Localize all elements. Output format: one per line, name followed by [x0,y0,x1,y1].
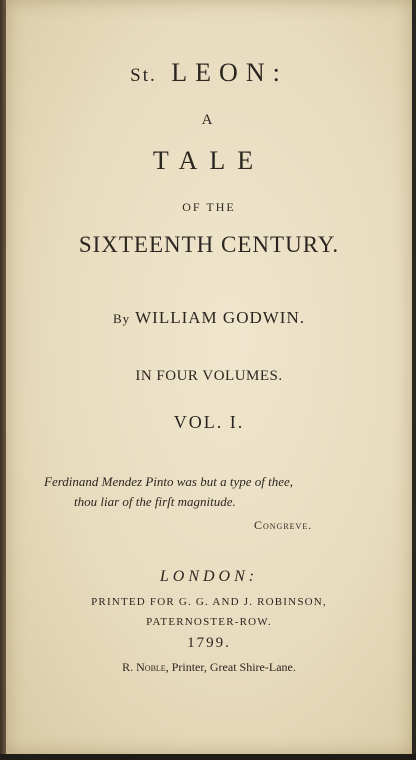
imprint-address: PATERNOSTER-ROW. [146,616,272,628]
author-by: By [113,311,131,326]
book-title [6,58,412,88]
page-bottom-edge [0,754,416,760]
subtitle-article: A [201,112,217,128]
author-name: WILLIAM GODWIN. [135,308,305,327]
imprint-printed-for: PRINTED FOR G. G. AND J. ROBINSON, [91,596,327,608]
printer-address: Printer, Great Shire-Lane. [171,660,296,674]
subtitle-century: SIXTEENTH CENTURY. [78,232,340,257]
epigraph-attribution: Congreve. [254,518,313,532]
author-line [6,308,412,328]
title-main: LEON: [171,58,288,87]
subtitle-of-the: OF THE [182,200,236,214]
imprint-year: 1799. [187,635,231,651]
volume-number: VOL. I. [173,412,245,432]
printer-name: R. Noble, [122,660,169,674]
title-prefix: St. [130,65,157,86]
volume-count: IN FOUR VOLUMES. [135,368,283,384]
imprint-city: LONDON: [159,568,259,585]
epigraph-line-2: thou liar of the firſt magnitude. [74,494,236,509]
subtitle-tale: TALE [152,146,266,175]
epigraph-line-1: Ferdinand Mendez Pinto was but a type of thee, [44,474,293,489]
imprint-printer [6,660,412,675]
title-page [6,0,412,754]
